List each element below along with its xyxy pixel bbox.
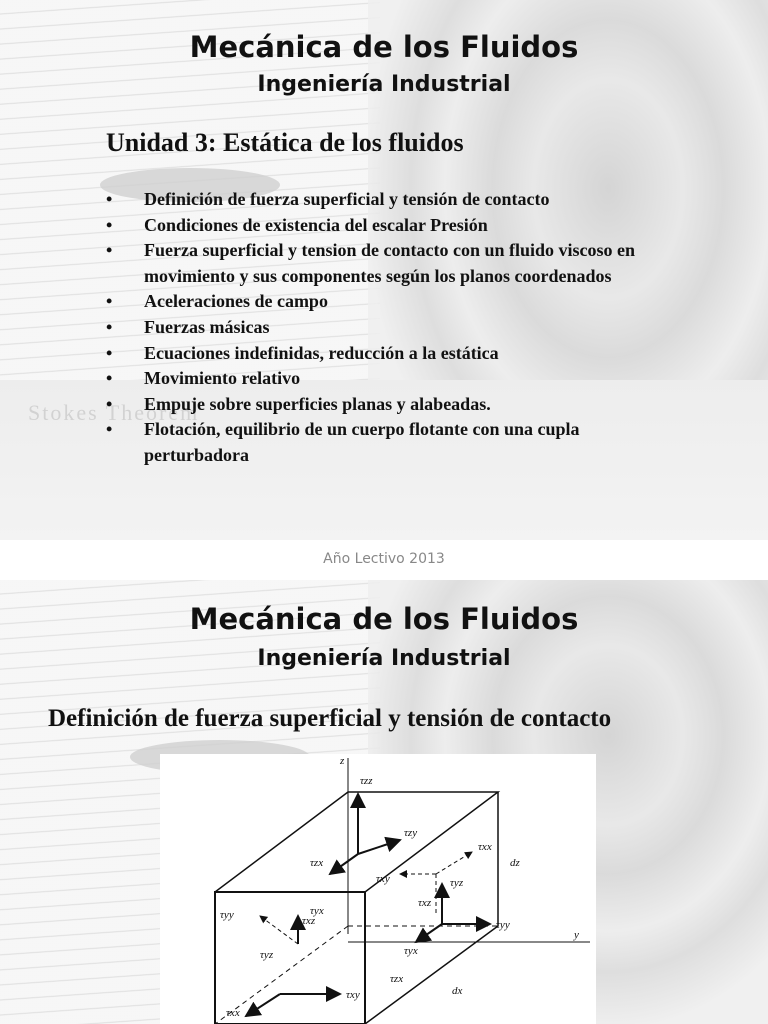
label-z-axis: z [340,755,345,767]
tzx-arrow [330,854,358,874]
label-txx-back: τxx [478,841,492,853]
txx-back-arrow [436,852,472,874]
label-txy-back: τxy [376,873,390,885]
label-tyz: τyz [450,877,464,889]
list-item: • Definición de fuerza superficial y tensión de contacto [106,187,686,213]
slide-subtitle: Ingeniería Industrial [257,72,511,97]
label-txy: τxy [346,989,360,1001]
label-tzx: τzx [310,857,324,869]
label-y-axis: y [574,929,579,941]
tyx-arrow [416,924,442,942]
slide-title: Mecánica de los Fluidos [189,30,579,64]
list-item: • Empuje sobre superficies planas y alabeadas. [106,392,686,418]
label-dx: dx [452,985,463,997]
list-item: • Fuerzas másicas [106,315,686,341]
label-txz: τxz [418,897,432,909]
label-dz: dz [510,857,520,869]
slide-subtitle: Ingeniería Industrial [257,646,511,671]
label-tyy-back: τyy [220,909,234,921]
label-tzx-lower: τzx [390,973,404,985]
list-item: • Fuerza superficial y tension de contacto con un fluido viscoso en movimiento y sus componentes según los planos coordenados [106,238,686,289]
list-item: • Movimiento relativo [106,366,686,392]
label-txz-front: τxz [302,915,316,927]
list-item: • Ecuaciones indefinidas, reducción a la estática [106,341,686,367]
tzy-arrow [358,840,400,854]
label-tyx: τyx [404,945,418,957]
label-tyz-front: τyz [260,949,274,961]
section-heading: Definición de fuerza superficial y tensión de contacto [48,705,612,732]
topic-list [106,187,686,469]
tyy-back-arrow [260,916,298,944]
slide-2 [0,580,768,1024]
stress-element-diagram [160,754,596,1024]
footer-year: Año Lectivo 2013 [323,551,445,567]
label-txx: τxx [226,1007,240,1019]
cube-front-face [215,892,365,1024]
unit-heading: Unidad 3: Estática de los fluidos [106,128,464,157]
list-item: • Aceleraciones de campo [106,289,686,315]
cube-right-face [365,792,498,1024]
label-tzy: τzy [404,827,418,839]
list-item: • Condiciones de existencia del escalar Presión [106,213,686,239]
label-tyx-front: τyx [310,905,324,917]
stress-element-svg [160,754,596,1024]
slide-title: Mecánica de los Fluidos [189,602,579,636]
label-tzz: τzz [360,775,373,787]
background-watermark-text: Stokes Theorem [28,400,200,425]
list-item: • Flotación, equilibrio de un cuerpo flotante con una cupla perturbadora [106,417,686,468]
label-tyy: τyy [496,919,510,931]
